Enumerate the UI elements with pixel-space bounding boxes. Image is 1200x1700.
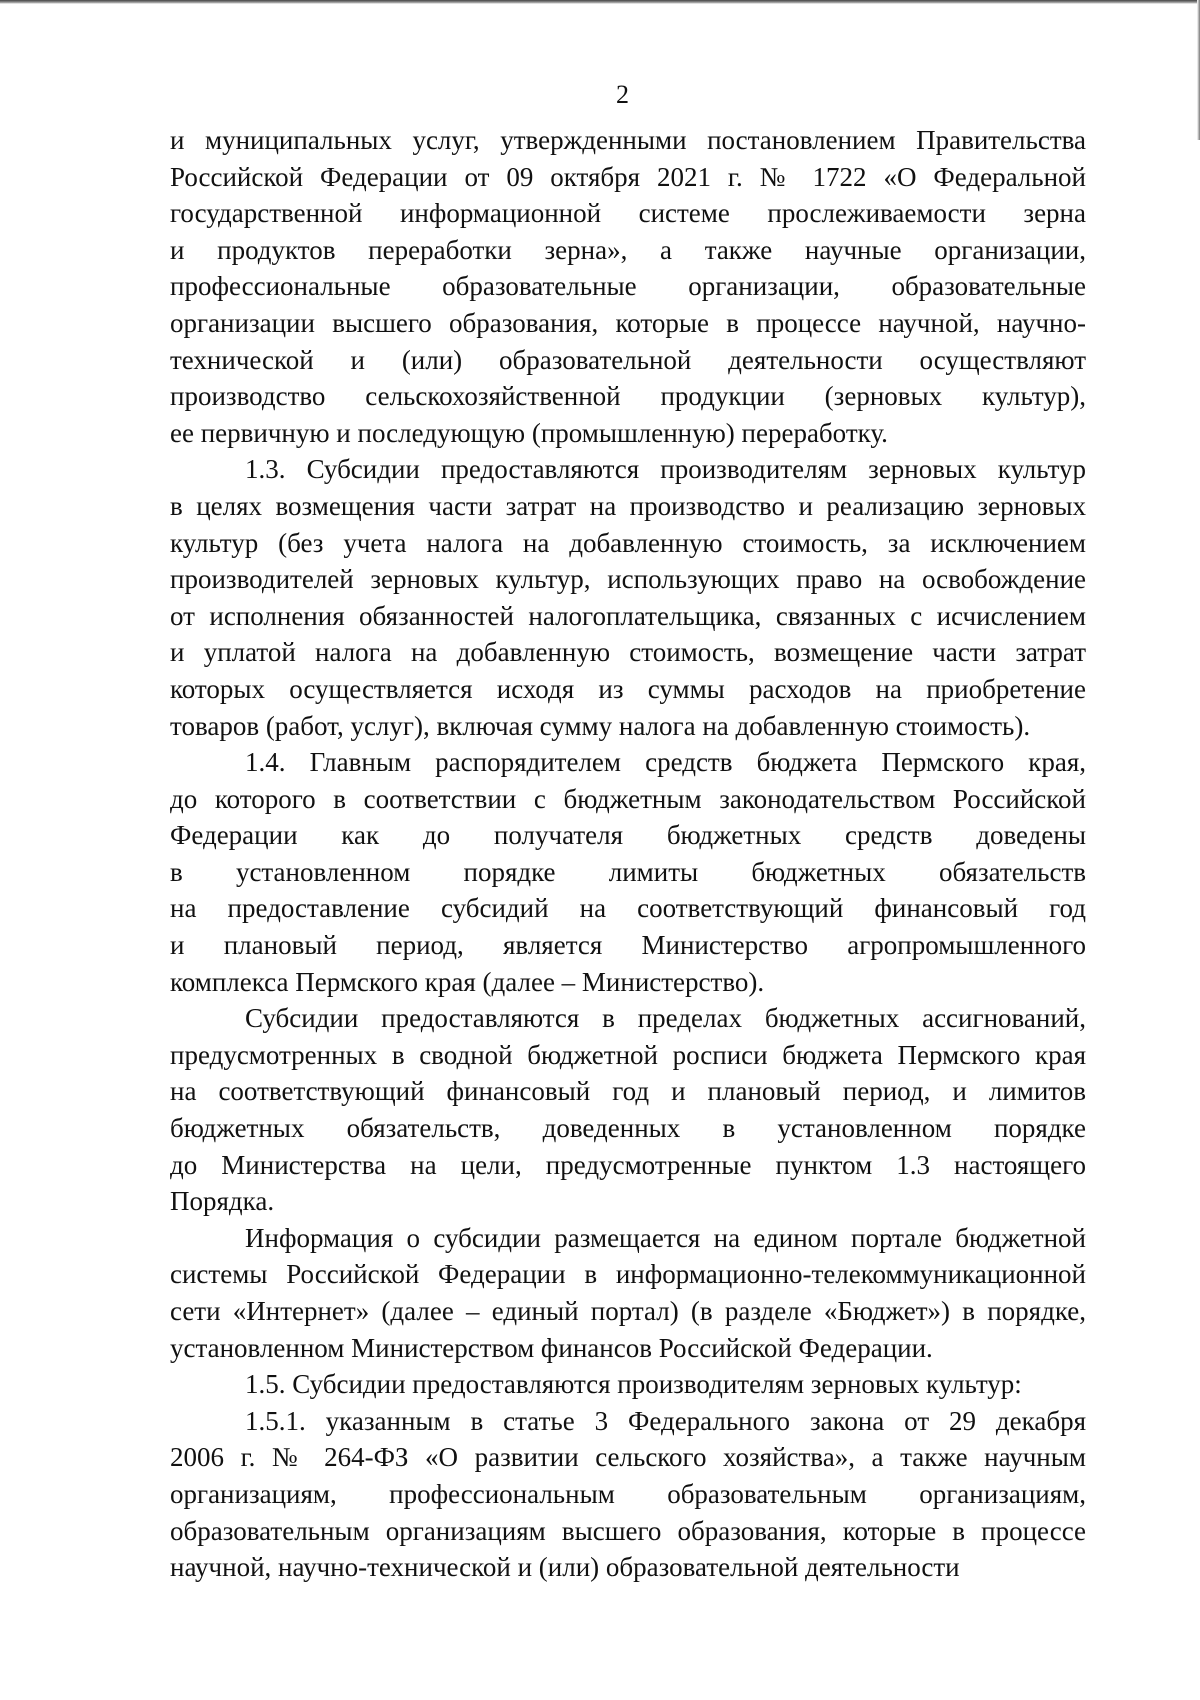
text-line: 1.3. Субсидии предоставляются производителям зерновых культур xyxy=(245,454,1086,485)
paragraph xyxy=(170,744,1086,1000)
text-line: профессиональные образовательные организации, образовательные xyxy=(170,271,1086,302)
text-line: на соответствующий финансовый год и плановый период, и лимитов xyxy=(170,1076,1086,1107)
text-line: 1.4. Главным распорядителем средств бюджета Пермского края, xyxy=(245,747,1086,778)
text-line: 1.5. Субсидии предоставляются производителям зерновых культур: xyxy=(245,1369,1022,1400)
document-body xyxy=(170,122,1086,1586)
text-line: и муниципальных услуг, утвержденными постановлением Правительства xyxy=(170,125,1086,155)
scan-top-edge xyxy=(0,0,1200,4)
text-line: до Министерства на цели, предусмотренные пунктом 1.3 настоящего xyxy=(170,1149,1086,1180)
text-line: в установленном порядке лимиты бюджетных обязательств xyxy=(170,856,1086,887)
text-line: бюджетных обязательств, доведенных в установленном порядке xyxy=(170,1113,1086,1144)
text-line: и плановый период, является Министерство агропромышленного xyxy=(170,930,1086,961)
text-line: Субсидии предоставляются в пределах бюджетных ассигнований, xyxy=(245,1003,1086,1034)
text-line: комплекса Пермского края (далее – Министерство). xyxy=(170,966,765,997)
text-line: до которого в соответствии с бюджетным законодательством Российской xyxy=(170,783,1086,814)
text-line: в целях возмещения части затрат на производство и реализацию зерновых xyxy=(170,490,1086,521)
text-line: образовательным организациям высшего образования, которые в процессе xyxy=(170,1515,1086,1546)
text-line: государственной информационной системе прослеживаемости зерна xyxy=(170,198,1086,229)
text-line: производство сельскохозяйственной продукции (зерновых культур), xyxy=(170,381,1086,412)
text-line: организациям, профессиональным образовательным организациям, xyxy=(170,1478,1086,1509)
text-line: установленном Министерством финансов Российской Федерации. xyxy=(170,1332,933,1363)
text-line: на предоставление субсидий на соответствующий финансовый год xyxy=(170,893,1086,924)
text-line: Российской Федерации от 09 октября 2021 г. № 1722 «О Федеральной xyxy=(170,161,1086,192)
text-line: системы Российской Федерации в информационно-телекоммуникационной xyxy=(170,1259,1086,1290)
text-line: 2006 г. № 264-ФЗ «О развитии сельского хозяйства», а также научным xyxy=(170,1442,1086,1473)
paragraph xyxy=(170,451,1086,744)
text-line: организации высшего образования, которые в процессе научной, научно- xyxy=(170,307,1086,338)
text-line: Порядка. xyxy=(170,1186,275,1217)
text-line: Федерации как до получателя бюджетных средств доведены xyxy=(170,820,1086,851)
text-line: которых осуществляется исходя из суммы расходов на приобретение xyxy=(170,673,1086,704)
text-line: технической и (или) образовательной деятельности осуществляют xyxy=(170,344,1086,375)
text-line: и уплатой налога на добавленную стоимость, возмещение части затрат xyxy=(170,637,1086,668)
paragraph xyxy=(170,1403,1086,1586)
text-line: Информация о субсидии размещается на едином портале бюджетной xyxy=(245,1222,1086,1253)
paragraph xyxy=(170,1000,1086,1220)
text-line: от исполнения обязанностей налогоплательщика, связанных с исчислением xyxy=(170,600,1086,631)
text-line: сети «Интернет» (далее – единый портал) (в разделе «Бюджет») в порядке, xyxy=(170,1296,1086,1326)
paragraph xyxy=(170,1366,1086,1403)
paragraph xyxy=(170,122,1086,451)
paragraph xyxy=(170,1220,1086,1366)
text-line: культур (без учета налога на добавленную стоимость, за исключением xyxy=(170,527,1086,558)
text-line: и продуктов переработки зерна», а также научные организации, xyxy=(170,234,1086,265)
text-line: ее первичную и последующую (промышленную) переработку. xyxy=(170,417,888,448)
text-line: производителей зерновых культур, использующих право на освобождение xyxy=(170,564,1086,595)
text-line: 1.5.1. указанным в статье 3 Федерального закона от 29 декабря xyxy=(245,1405,1086,1436)
page-number: 2 xyxy=(616,80,629,109)
text-line: товаров (работ, услуг), включая сумму налога на добавленную стоимость). xyxy=(170,710,1031,741)
text-line: предусмотренных в сводной бюджетной росписи бюджета Пермского края xyxy=(170,1039,1086,1070)
text-line: научной, научно-технической и (или) образовательной деятельности xyxy=(170,1552,960,1583)
